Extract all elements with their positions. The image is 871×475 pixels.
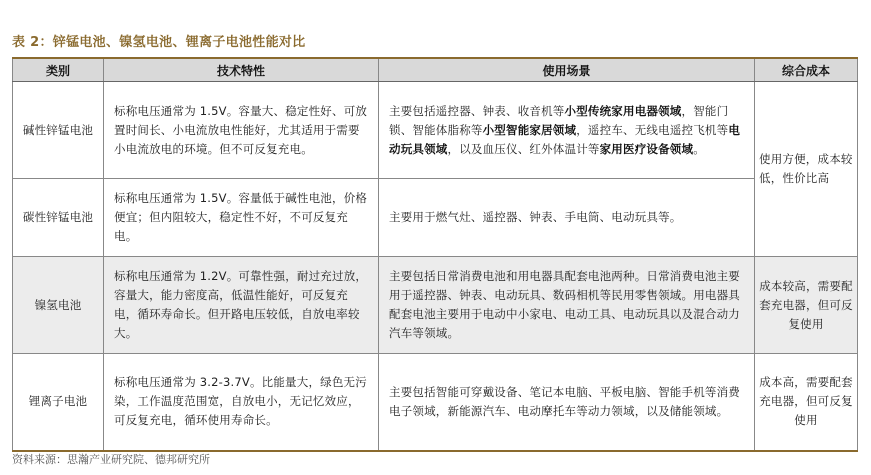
row-type: 碱性锌锰电池 [13,82,104,179]
usage-text: 主要用于燃气灶、遥控器、钟表、手电筒、电动玩具等。 [389,210,682,224]
header-tech: 技术特性 [104,58,379,82]
row-usage [379,354,755,451]
row-cost: 成本高，需要配套充电器，但可反复使用 [755,354,858,451]
row-tech: 标称电压通常为 1.5V。容量低于碱性电池，价格便宜；但内阻较大，稳定性不好，不可反复充电。 [104,179,379,257]
usage-text: ，以及血压仪、红外体温计等 [447,141,600,156]
usage-text: ，遥控车、无线电遥控飞机等 [576,122,729,137]
row-usage [379,82,755,179]
row-type: 碳性锌锰电池 [13,179,104,257]
usage-text: 主要包括日常消费电池和用电器具配套电池两种。日常消费电池主要用于遥控器、钟表、电动玩具、数码相机等民用零售领域。用电器具配套电池主要用于电动中小家电、电动工具、电动玩具以及混合动力汽车等领域。 [389,269,740,340]
row-tech: 标称电压通常为 1.5V。容量大、稳定性好、可放置时间长、小电流放电性能好，尤其适用于需要小电流放电的环境。但不可反复充电。 [104,82,379,179]
row-type: 锂离子电池 [13,354,104,451]
row-tech: 标称电压通常为 3.2-3.7V。比能量大，绿色无污染，工作温度范围宽，自放电小，无记忆效应，可反复充电，循环使用寿命长。 [104,354,379,451]
table-row [13,257,858,354]
table-caption: 表 2：锌锰电池、镍氢电池、锂离子电池性能对比 [12,35,306,50]
table-row [13,179,858,257]
table-row [13,354,858,451]
header-usage: 使用场景 [379,58,755,82]
row-cost-shared: 使用方便，成本较低，性价比高 [755,82,858,257]
comparison-table [12,57,858,452]
usage-text: 主要包括遥控器、钟表、收音机等 [389,103,565,118]
row-type: 镍氢电池 [13,257,104,354]
usage-text: ，智能门锁、智能体脂称等 [389,103,729,137]
table-header-row [13,58,858,82]
usage-highlight: 小型智能家居领域 [482,122,577,137]
usage-highlight: 电动玩具领域 [389,122,741,156]
row-usage [379,257,755,354]
header-category: 类别 [13,58,104,82]
table-row [13,82,858,179]
row-cost: 成本较高，需要配套充电器，但可反复使用 [755,257,858,354]
source-note: 资料来源：思瀚产业研究院、德邦研究所 [12,453,210,466]
usage-highlight: 小型传统家用电器领域 [564,103,682,118]
row-tech: 标称电压通常为 1.2V。可靠性强，耐过充过放，容量大，能力密度高，低温性能好，可反复充电，循环寿命长。但开路电压较低，自放电率较大。 [104,257,379,354]
row-usage [379,179,755,257]
header-cost: 综合成本 [755,58,858,82]
usage-highlight: 家用医疗设备领域 [599,141,694,156]
usage-text: 主要包括智能可穿戴设备、笔记本电脑、平板电脑、智能手机等消费电子领域，新能源汽车、电动摩托车等动力领域，以及储能领域。 [389,384,740,418]
usage-text: 。 [693,141,705,156]
